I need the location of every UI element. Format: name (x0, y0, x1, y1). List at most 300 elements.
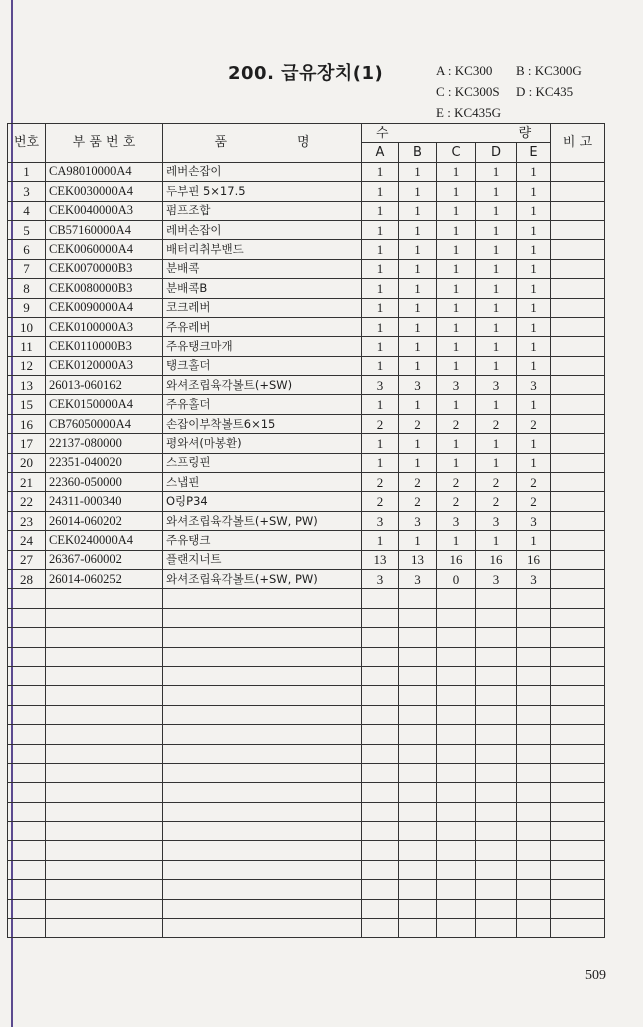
empty-cell (163, 686, 362, 705)
empty-cell (46, 783, 163, 802)
empty-cell (163, 744, 362, 763)
empty-cell (8, 763, 46, 782)
row-qty-a: 2 (362, 492, 399, 511)
row-part-name: 코크레버 (163, 298, 362, 317)
header-qty-b: B (399, 143, 437, 162)
page-number: 509 (585, 968, 606, 983)
row-qty-c: 1 (437, 531, 476, 550)
row-qty-b: 1 (399, 201, 437, 220)
empty-cell (8, 725, 46, 744)
empty-cell (399, 589, 437, 608)
empty-cell (437, 647, 476, 666)
empty-cell (163, 589, 362, 608)
row-qty-e: 1 (517, 356, 551, 375)
empty-cell (551, 725, 605, 744)
empty-cell (437, 841, 476, 860)
model-a: A : KC300 (436, 63, 493, 78)
row-remarks (551, 550, 605, 569)
empty-cell (362, 608, 399, 627)
model-d: D : KC435 (516, 84, 574, 99)
empty-row (8, 860, 605, 879)
empty-cell (399, 841, 437, 860)
row-remarks (551, 492, 605, 511)
row-remarks (551, 201, 605, 220)
empty-row (8, 589, 605, 608)
row-part-name: 두부핀 5×17.5 (163, 182, 362, 201)
model-c: C : KC300S (436, 84, 500, 99)
row-remarks (551, 317, 605, 336)
row-no: 9 (8, 298, 46, 317)
row-remarks (551, 259, 605, 278)
row-no: 15 (8, 395, 46, 414)
empty-cell (362, 647, 399, 666)
empty-cell (163, 725, 362, 744)
row-qty-c: 1 (437, 201, 476, 220)
row-no: 28 (8, 569, 46, 588)
empty-cell (437, 822, 476, 841)
empty-cell (517, 783, 551, 802)
row-remarks (551, 376, 605, 395)
row-part-name: O링P34 (163, 492, 362, 511)
row-qty-e: 1 (517, 395, 551, 414)
parts-table (7, 123, 605, 938)
row-qty-d: 3 (476, 569, 517, 588)
row-qty-d: 1 (476, 201, 517, 220)
empty-cell (362, 880, 399, 899)
empty-cell (163, 919, 362, 938)
empty-cell (163, 802, 362, 821)
row-qty-d: 1 (476, 298, 517, 317)
row-remarks (551, 356, 605, 375)
empty-cell (163, 860, 362, 879)
empty-cell (551, 880, 605, 899)
row-qty-b: 3 (399, 511, 437, 530)
row-qty-e: 1 (517, 298, 551, 317)
row-part-number: CB76050000A4 (46, 414, 163, 433)
model-b: B : KC300G (516, 63, 582, 78)
empty-cell (8, 919, 46, 938)
empty-cell (362, 686, 399, 705)
row-no: 24 (8, 531, 46, 550)
row-remarks (551, 473, 605, 492)
empty-cell (437, 744, 476, 763)
empty-cell (8, 705, 46, 724)
row-qty-e: 2 (517, 414, 551, 433)
row-part-number: 22351-040020 (46, 453, 163, 472)
table-row (8, 279, 605, 298)
row-part-number: 24311-000340 (46, 492, 163, 511)
row-no: 8 (8, 279, 46, 298)
header-remarks: 비 고 (551, 124, 605, 163)
row-qty-a: 1 (362, 298, 399, 317)
empty-cell (163, 608, 362, 627)
empty-cell (437, 802, 476, 821)
row-part-name: 분배콕B (163, 279, 362, 298)
row-part-name: 레버손잡이 (163, 162, 362, 181)
row-no: 6 (8, 240, 46, 259)
row-remarks (551, 434, 605, 453)
table-row (8, 395, 605, 414)
empty-row (8, 822, 605, 841)
empty-cell (8, 880, 46, 899)
header-name-right: 명 (297, 135, 310, 151)
table-row (8, 414, 605, 433)
row-qty-a: 2 (362, 473, 399, 492)
row-no: 27 (8, 550, 46, 569)
parts-body (8, 162, 605, 938)
empty-row (8, 880, 605, 899)
row-qty-e: 1 (517, 317, 551, 336)
row-qty-b: 1 (399, 240, 437, 259)
row-no: 11 (8, 337, 46, 356)
empty-cell (163, 666, 362, 685)
empty-cell (476, 822, 517, 841)
empty-cell (551, 608, 605, 627)
row-qty-e: 1 (517, 240, 551, 259)
row-qty-c: 1 (437, 259, 476, 278)
row-qty-c: 1 (437, 453, 476, 472)
row-qty-a: 1 (362, 279, 399, 298)
empty-cell (163, 783, 362, 802)
empty-cell (399, 763, 437, 782)
row-qty-a: 1 (362, 162, 399, 181)
row-qty-b: 3 (399, 569, 437, 588)
empty-cell (476, 647, 517, 666)
row-qty-b: 1 (399, 182, 437, 201)
row-qty-c: 3 (437, 376, 476, 395)
row-qty-b: 1 (399, 317, 437, 336)
empty-cell (517, 647, 551, 666)
empty-cell (551, 628, 605, 647)
empty-cell (551, 589, 605, 608)
table-row (8, 569, 605, 588)
row-qty-d: 1 (476, 182, 517, 201)
empty-cell (8, 589, 46, 608)
empty-cell (8, 783, 46, 802)
row-qty-c: 1 (437, 279, 476, 298)
row-part-name: 플랜지너트 (163, 550, 362, 569)
empty-cell (517, 628, 551, 647)
row-part-name: 손잡이부착볼트6×15 (163, 414, 362, 433)
row-qty-b: 1 (399, 337, 437, 356)
table-row (8, 492, 605, 511)
row-qty-a: 1 (362, 395, 399, 414)
row-qty-d: 1 (476, 395, 517, 414)
row-qty-b: 3 (399, 376, 437, 395)
row-qty-b: 1 (399, 531, 437, 550)
row-qty-d: 16 (476, 550, 517, 569)
empty-cell (476, 860, 517, 879)
row-qty-d: 3 (476, 511, 517, 530)
empty-cell (163, 880, 362, 899)
empty-cell (476, 763, 517, 782)
row-no: 3 (8, 182, 46, 201)
empty-cell (46, 802, 163, 821)
row-part-number: CEK0070000B3 (46, 259, 163, 278)
row-part-number: 26367-060002 (46, 550, 163, 569)
row-qty-b: 1 (399, 162, 437, 181)
empty-cell (551, 744, 605, 763)
row-part-name: 스프링핀 (163, 453, 362, 472)
row-qty-d: 1 (476, 279, 517, 298)
row-qty-d: 2 (476, 414, 517, 433)
row-qty-b: 1 (399, 434, 437, 453)
row-no: 12 (8, 356, 46, 375)
empty-cell (399, 822, 437, 841)
row-no: 5 (8, 220, 46, 239)
row-qty-c: 0 (437, 569, 476, 588)
row-qty-c: 1 (437, 162, 476, 181)
row-no: 13 (8, 376, 46, 395)
table-row (8, 531, 605, 550)
row-qty-a: 1 (362, 182, 399, 201)
row-qty-d: 1 (476, 220, 517, 239)
row-qty-a: 13 (362, 550, 399, 569)
row-qty-d: 1 (476, 531, 517, 550)
row-qty-c: 1 (437, 182, 476, 201)
empty-cell (8, 686, 46, 705)
header-qty-c: C (437, 143, 476, 162)
row-remarks (551, 162, 605, 181)
row-qty-c: 1 (437, 298, 476, 317)
row-remarks (551, 531, 605, 550)
empty-cell (8, 744, 46, 763)
row-qty-b: 2 (399, 473, 437, 492)
row-remarks (551, 453, 605, 472)
row-qty-d: 1 (476, 356, 517, 375)
row-part-number: CEK0060000A4 (46, 240, 163, 259)
row-remarks (551, 240, 605, 259)
row-qty-a: 3 (362, 569, 399, 588)
row-qty-b: 2 (399, 492, 437, 511)
empty-cell (476, 744, 517, 763)
empty-cell (437, 628, 476, 647)
table-row (8, 550, 605, 569)
empty-cell (163, 647, 362, 666)
row-part-number: CEK0120000A3 (46, 356, 163, 375)
empty-cell (517, 802, 551, 821)
row-qty-c: 1 (437, 395, 476, 414)
header-no: 번호 (8, 124, 46, 163)
empty-cell (476, 919, 517, 938)
table-row (8, 356, 605, 375)
empty-cell (437, 899, 476, 918)
empty-cell (551, 802, 605, 821)
empty-cell (8, 608, 46, 627)
row-part-name: 스냅핀 (163, 473, 362, 492)
empty-cell (476, 686, 517, 705)
empty-cell (163, 705, 362, 724)
row-qty-b: 1 (399, 259, 437, 278)
row-qty-d: 3 (476, 376, 517, 395)
empty-row (8, 899, 605, 918)
row-qty-e: 1 (517, 162, 551, 181)
row-part-number: CA98010000A4 (46, 162, 163, 181)
row-part-name: 평와셔(마봉환) (163, 434, 362, 453)
empty-cell (362, 725, 399, 744)
table-row (8, 201, 605, 220)
row-part-name: 레버손잡이 (163, 220, 362, 239)
row-qty-c: 2 (437, 414, 476, 433)
table-row (8, 434, 605, 453)
empty-cell (551, 686, 605, 705)
empty-cell (163, 822, 362, 841)
row-remarks (551, 414, 605, 433)
empty-cell (362, 822, 399, 841)
empty-cell (46, 880, 163, 899)
table-row (8, 182, 605, 201)
row-part-number: 22360-050000 (46, 473, 163, 492)
empty-cell (399, 783, 437, 802)
empty-cell (399, 802, 437, 821)
empty-cell (399, 880, 437, 899)
row-no: 20 (8, 453, 46, 472)
row-qty-a: 1 (362, 220, 399, 239)
row-qty-c: 2 (437, 492, 476, 511)
row-qty-c: 1 (437, 220, 476, 239)
empty-cell (46, 860, 163, 879)
header-qty-e: E (517, 143, 551, 162)
row-qty-a: 1 (362, 453, 399, 472)
row-part-name: 와셔조립육각볼트(+SW, PW) (163, 569, 362, 588)
empty-cell (8, 841, 46, 860)
empty-cell (551, 841, 605, 860)
empty-cell (517, 705, 551, 724)
row-qty-d: 1 (476, 317, 517, 336)
page-title: 200. 급유장치(1) (228, 63, 384, 84)
row-part-number: CEK0150000A4 (46, 395, 163, 414)
row-qty-e: 1 (517, 279, 551, 298)
header-qty-d: D (476, 143, 517, 162)
row-qty-c: 1 (437, 337, 476, 356)
header-qty (362, 124, 551, 143)
row-qty-a: 3 (362, 376, 399, 395)
empty-cell (46, 705, 163, 724)
table-row (8, 162, 605, 181)
row-qty-a: 1 (362, 259, 399, 278)
empty-cell (551, 860, 605, 879)
row-part-name: 주유레버 (163, 317, 362, 336)
empty-cell (437, 608, 476, 627)
row-qty-d: 2 (476, 492, 517, 511)
empty-cell (46, 822, 163, 841)
row-qty-e: 1 (517, 337, 551, 356)
table-row (8, 240, 605, 259)
empty-row (8, 841, 605, 860)
header-name-left: 품 (214, 135, 227, 151)
empty-cell (362, 783, 399, 802)
empty-cell (46, 763, 163, 782)
row-part-name: 분배콕 (163, 259, 362, 278)
empty-cell (437, 860, 476, 879)
row-qty-d: 1 (476, 453, 517, 472)
row-qty-d: 1 (476, 337, 517, 356)
row-qty-e: 1 (517, 434, 551, 453)
row-qty-a: 1 (362, 531, 399, 550)
model-legend (436, 60, 626, 123)
row-qty-e: 1 (517, 531, 551, 550)
empty-cell (517, 919, 551, 938)
table-row (8, 337, 605, 356)
row-qty-e: 1 (517, 201, 551, 220)
row-qty-a: 3 (362, 511, 399, 530)
row-part-number: 26014-060202 (46, 511, 163, 530)
row-no: 7 (8, 259, 46, 278)
table-row (8, 376, 605, 395)
header-qty-right: 량 (518, 125, 532, 141)
empty-cell (437, 880, 476, 899)
row-qty-b: 1 (399, 395, 437, 414)
row-qty-e: 3 (517, 511, 551, 530)
row-part-name: 배터리취부밴드 (163, 240, 362, 259)
empty-cell (362, 919, 399, 938)
row-remarks (551, 395, 605, 414)
row-no: 10 (8, 317, 46, 336)
empty-cell (46, 666, 163, 685)
empty-row (8, 783, 605, 802)
empty-cell (362, 628, 399, 647)
row-qty-b: 1 (399, 220, 437, 239)
empty-cell (8, 822, 46, 841)
empty-cell (476, 666, 517, 685)
empty-cell (437, 763, 476, 782)
empty-cell (437, 919, 476, 938)
row-qty-b: 2 (399, 414, 437, 433)
empty-cell (517, 763, 551, 782)
empty-cell (517, 880, 551, 899)
empty-cell (476, 608, 517, 627)
empty-cell (8, 628, 46, 647)
row-qty-c: 1 (437, 240, 476, 259)
empty-cell (517, 841, 551, 860)
empty-cell (163, 628, 362, 647)
row-qty-d: 1 (476, 240, 517, 259)
empty-cell (362, 802, 399, 821)
row-remarks (551, 569, 605, 588)
empty-cell (399, 860, 437, 879)
row-qty-b: 1 (399, 453, 437, 472)
row-qty-e: 16 (517, 550, 551, 569)
row-qty-a: 2 (362, 414, 399, 433)
empty-cell (362, 705, 399, 724)
row-qty-d: 1 (476, 259, 517, 278)
row-part-name: 와셔조립육각볼트(+SW, PW) (163, 511, 362, 530)
empty-cell (437, 783, 476, 802)
empty-cell (476, 783, 517, 802)
header-name (163, 124, 362, 163)
empty-cell (551, 899, 605, 918)
empty-cell (437, 686, 476, 705)
row-qty-e: 1 (517, 453, 551, 472)
empty-cell (476, 589, 517, 608)
empty-cell (517, 899, 551, 918)
row-part-name: 주유탱크마개 (163, 337, 362, 356)
table-row (8, 220, 605, 239)
empty-cell (46, 899, 163, 918)
empty-cell (437, 666, 476, 685)
row-remarks (551, 182, 605, 201)
row-no: 16 (8, 414, 46, 433)
empty-row (8, 647, 605, 666)
header-part-number: 부 품 번 호 (46, 124, 163, 163)
row-no: 22 (8, 492, 46, 511)
row-part-number: CEK0110000B3 (46, 337, 163, 356)
row-part-number: 26014-060252 (46, 569, 163, 588)
empty-cell (476, 725, 517, 744)
empty-cell (8, 899, 46, 918)
empty-cell (46, 919, 163, 938)
empty-cell (46, 725, 163, 744)
